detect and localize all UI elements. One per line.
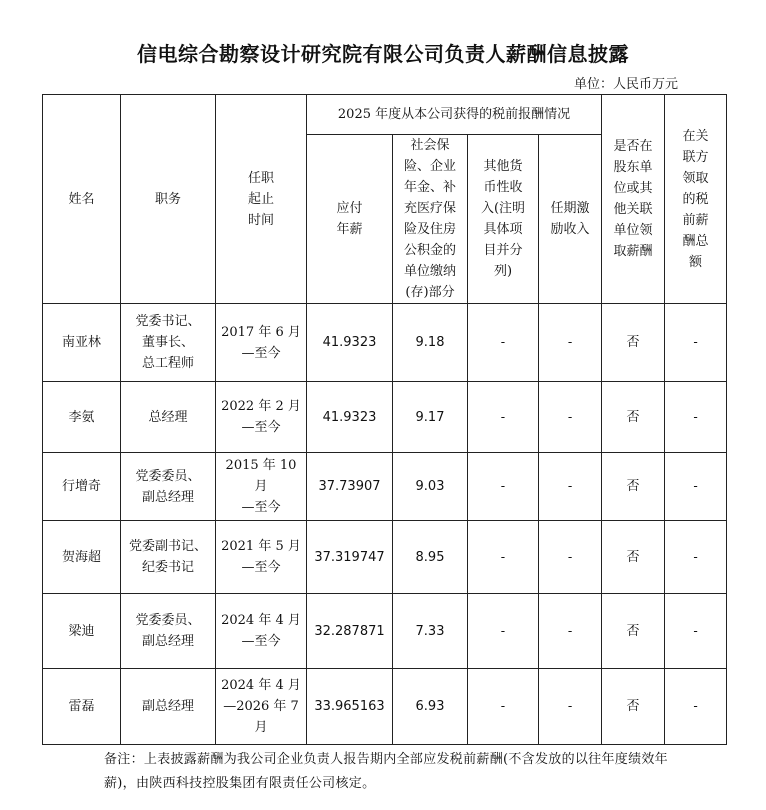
cell-social: 6.93	[393, 669, 468, 745]
header-related: 在关 联方 领取 的税 前薪 酬总 额	[665, 95, 727, 304]
table-row	[43, 382, 727, 453]
header-incentive: 任期激 励收入	[539, 135, 602, 304]
header-other: 其他货 币性收 入(注明 具体项 目并分 列)	[468, 135, 539, 304]
cell-incentive: -	[539, 453, 602, 521]
cell-name: 贺海超	[43, 521, 121, 594]
header-group: 2025 年度从本公司获得的税前报酬情况	[307, 95, 602, 135]
cell-other: -	[468, 521, 539, 594]
footnote: 备注：上表披露薪酬为我公司企业负责人报告期内全部应发税前薪酬(不含发放的以往年度绩效年薪)，由陕西科技控股集团有限责任公司核定。	[104, 752, 668, 791]
cell-related: -	[665, 669, 727, 745]
table-row	[43, 594, 727, 669]
table-row	[43, 453, 727, 521]
cell-incentive: -	[539, 594, 602, 669]
cell-position: 党委委员、 副总经理	[121, 453, 216, 521]
cell-term: 2017 年 6 月 —至今	[216, 304, 307, 382]
cell-term: 2021 年 5 月 —至今	[216, 521, 307, 594]
cell-incentive: -	[539, 669, 602, 745]
cell-term: 2015 年 10 月 —至今	[216, 453, 307, 521]
header-name: 姓名	[43, 95, 121, 304]
cell-related: -	[665, 521, 727, 594]
cell-name: 行增奇	[43, 453, 121, 521]
cell-shareholder: 否	[602, 453, 665, 521]
cell-related: -	[665, 594, 727, 669]
table-row	[43, 304, 727, 382]
cell-salary: 33.965163	[307, 669, 393, 745]
cell-term: 2024 年 4 月 —2026 年 7 月	[216, 669, 307, 745]
cell-incentive: -	[539, 521, 602, 594]
header-shareholder: 是否在 股东单 位或其 他关联 单位领 取薪酬	[602, 95, 665, 304]
header-term: 任职 起止 时间	[216, 95, 307, 304]
cell-salary: 32.287871	[307, 594, 393, 669]
currency-unit: 单位：人民币万元	[573, 77, 678, 92]
cell-salary: 37.319747	[307, 521, 393, 594]
cell-name: 李氨	[43, 382, 121, 453]
cell-position: 总经理	[121, 382, 216, 453]
cell-position: 党委副书记、 纪委书记	[121, 521, 216, 594]
cell-salary: 37.73907	[307, 453, 393, 521]
cell-shareholder: 否	[602, 382, 665, 453]
header-social: 社会保 险、企业 年金、补 充医疗保 险及住房 公积金的 单位缴纳 (存)部分	[393, 135, 468, 304]
cell-term: 2022 年 2 月 —至今	[216, 382, 307, 453]
cell-incentive: -	[539, 382, 602, 453]
cell-shareholder: 否	[602, 304, 665, 382]
cell-name: 梁迪	[43, 594, 121, 669]
cell-salary: 41.9323	[307, 382, 393, 453]
cell-shareholder: 否	[602, 521, 665, 594]
cell-social: 9.17	[393, 382, 468, 453]
cell-social: 9.18	[393, 304, 468, 382]
cell-shareholder: 否	[602, 594, 665, 669]
header-salary: 应付 年薪	[307, 135, 393, 304]
salary-table	[42, 94, 727, 745]
cell-other: -	[468, 594, 539, 669]
cell-incentive: -	[539, 304, 602, 382]
header-position: 职务	[121, 95, 216, 304]
cell-related: -	[665, 382, 727, 453]
cell-other: -	[468, 669, 539, 745]
cell-social: 8.95	[393, 521, 468, 594]
cell-other: -	[468, 453, 539, 521]
cell-other: -	[468, 382, 539, 453]
cell-shareholder: 否	[602, 669, 665, 745]
cell-salary: 41.9323	[307, 304, 393, 382]
cell-social: 7.33	[393, 594, 468, 669]
cell-social: 9.03	[393, 453, 468, 521]
table-row	[43, 521, 727, 594]
cell-position: 副总经理	[121, 669, 216, 745]
cell-related: -	[665, 304, 727, 382]
page-title: 信电综合勘察设计研究院有限公司负责人薪酬信息披露	[137, 42, 629, 66]
cell-other: -	[468, 304, 539, 382]
cell-name: 雷磊	[43, 669, 121, 745]
cell-position: 党委委员、 副总经理	[121, 594, 216, 669]
cell-related: -	[665, 453, 727, 521]
cell-term: 2024 年 4 月 —至今	[216, 594, 307, 669]
table-row	[43, 669, 727, 745]
cell-name: 南亚林	[43, 304, 121, 382]
cell-position: 党委书记、 董事长、 总工程师	[121, 304, 216, 382]
